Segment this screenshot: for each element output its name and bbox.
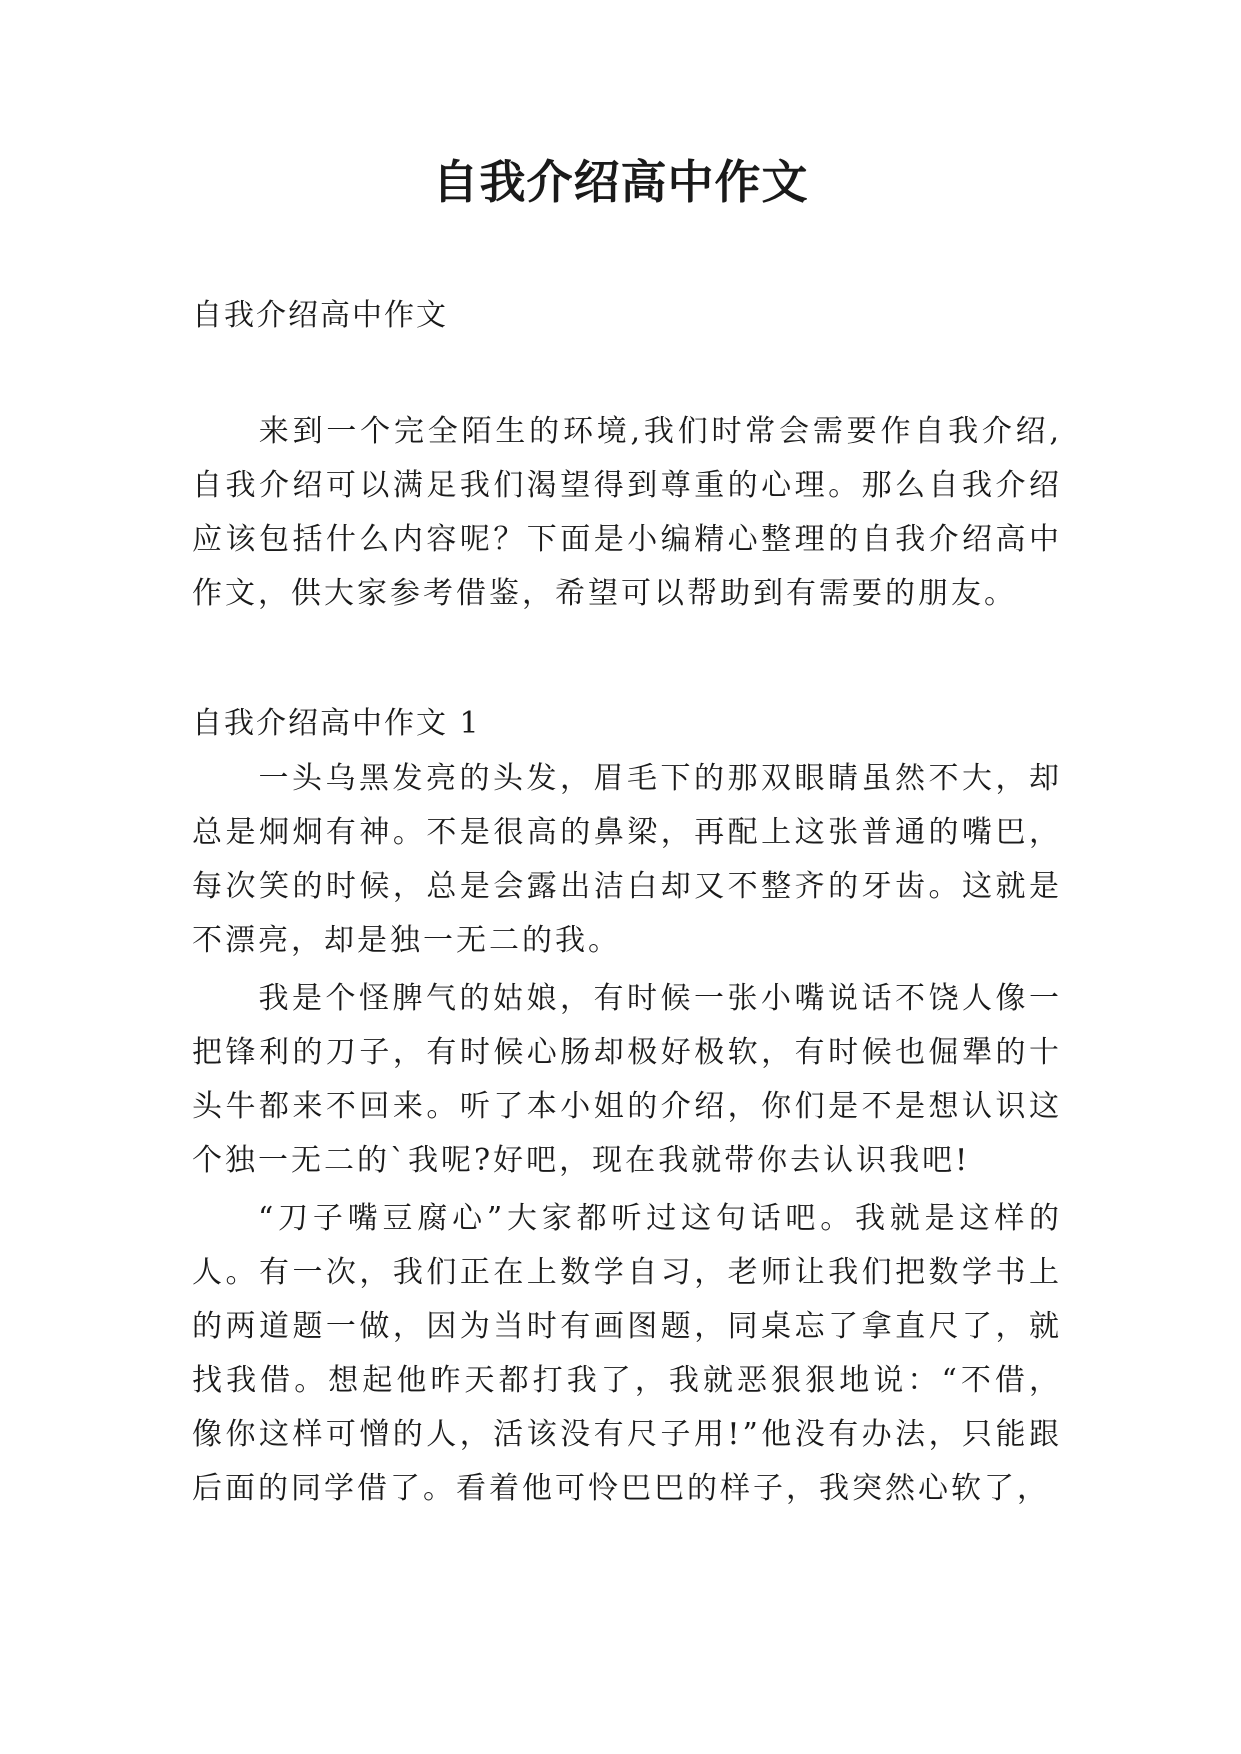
document-title: 自我介绍高中作文 bbox=[432, 155, 809, 209]
body-paragraph bbox=[192, 972, 1062, 1188]
paragraph-text: 一头乌黑发亮的头发，眉毛下的那双眼睛虽然不大，却总是炯炯有神。不是很高的鼻梁，再配上这张普通的嘴巴，每次笑的时候，总是会露出洁白却又不整齐的牙齿。这就是不漂亮，却是独一无二的我。 bbox=[192, 761, 1062, 958]
body-paragraph bbox=[192, 752, 1062, 968]
paragraph-text: 我是个怪脾气的姑娘，有时候一张小嘴说话不饶人像一把锋利的刀子，有时候心肠却极好极软，有时候也倔犟的十头牛都来不回来。听了本小姐的介绍，你们是不是想认识这个独一无二的`我呢?好吧，现在我就带你去认识我吧! bbox=[192, 981, 1062, 1178]
paragraph-text: “刀子嘴豆腐心”大家都听过这句话吧。我就是这样的人。有一次，我们正在上数学自习，老师让我们把数学书上的两道题一做，因为当时有画图题，同桌忘了拿直尺了，就找我借。想起他昨天都打我了，我就恶狠狠地说：“不借，像你这样可憎的人，活该没有尺子用!”他没有办法，只能跟后面的同学借了。看着他可怜巴巴的样子，我突然心软了， bbox=[192, 1201, 1062, 1506]
document-subtitle: 自我介绍高中作文 bbox=[192, 298, 448, 333]
section-heading: 自我介绍高中作文 1 bbox=[192, 706, 481, 741]
body-paragraph bbox=[192, 1192, 1062, 1516]
intro-paragraph bbox=[192, 405, 1062, 621]
intro-text: 来到一个完全陌生的环境,我们时常会需要作自我介绍,自我介绍可以满足我们渴望得到尊重的心理。那么自我介绍应该包括什么内容呢？下面是小编精心整理的自我介绍高中作文，供大家参考借鉴，希望可以帮助到有需要的朋友。 bbox=[192, 414, 1062, 611]
